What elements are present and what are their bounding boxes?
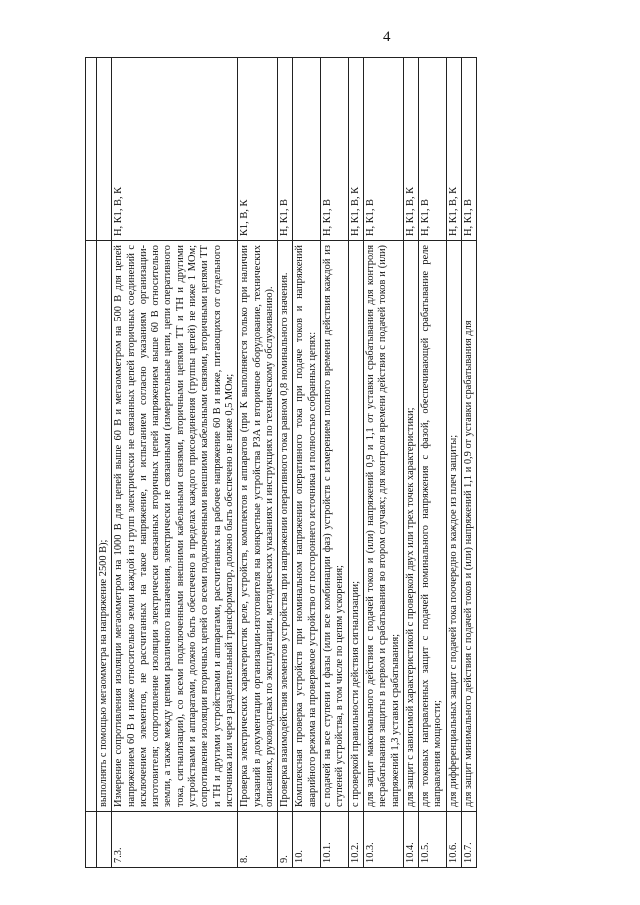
item-description: для защит максимального действия с подачей токов и (или) напряжений 0,9 и 1,1 от уставки срабатывания для контроля несрабатывания защиты в первом и срабатывания во втором случаях; для контроля времени действия с подачей токов и (или) напряжений 1,3 уставки срабатывания; [363, 241, 403, 812]
item-marks: Н, К1, В [462, 58, 477, 241]
item-number: 10.5. [419, 812, 447, 868]
item-number [97, 812, 112, 868]
item-description: Измерение сопротивления изоляции мегаомметром на 1000 В для цепей выше 60 В и мегаомметром на 500 В для цепей напряжением 60 В и ниже относительно земли каждой из групп электрически не связанных цепей вторичных соединений с исключением элементов, не рассчитанных на такое напряжение, и испытанием согласно указаниям организации-изготовителя; сопротивление изоляции электрически связанных вторичных цепей напряжением выше 60 В относительно земли, а также между цепями различного назначения, электрически не связанными (измерительные цепи, цепи оперативного тока, сигнализации), со всеми подключенными внешними кабельными связями, вторичными цепями ТТ и ТН и другими устройствами и аппаратами, должно быть обеспечено в пределах каждого присоединения (группы цепей) не ниже 1 МОм; сопротивление изоляции вторичных цепей со всеми подключенными внешними кабельными связями, вторичными цепями ТТ и ТН и другими устройствами и аппаратами, рассчитанных на рабочее напряжение 60 В и ниже, питающихся от отдельного источника или через разделительный трансформатор, должно быть обеспечено не ниже 0,5 МОм; [112, 241, 238, 812]
item-description: выполнять с помощью мегаомметра на напряжение 2500 В); [97, 241, 112, 812]
item-marks: Н, К1, В, К [446, 58, 461, 241]
table-row [419, 58, 447, 868]
item-description: для защит минимального действия с подачей токов и (или) напряжений 1,1 и 0,9 от уставки срабатывания для [462, 241, 477, 812]
item-marks: Н, К1, В [321, 58, 349, 241]
item-marks [86, 58, 97, 241]
item-number: 10.4. [403, 812, 418, 868]
item-number: 10.6. [446, 812, 461, 868]
item-marks: Н, К1, В, К [112, 58, 238, 241]
item-marks: Н, К1, В, К [348, 58, 363, 241]
item-description: для токовых направленных защит с подачей номинального напряжения с фазой, обеспечивающей срабатывание реле направления мощности; [419, 241, 447, 812]
item-description: с подачей на все ступени и фазы (или все комбинации фаз) устройств с измерением полного времени действия каждой из ступеней устройства, в том числе по цепям ускорения; [321, 241, 349, 812]
item-number: 10. [293, 812, 321, 868]
rotated-content [85, 58, 595, 868]
requirements-table [85, 57, 477, 868]
item-description: для дифференциальных защит с подачей тока поочередно в каждое из плеч защиты; [446, 241, 461, 812]
table-row [446, 58, 461, 868]
item-description [86, 241, 97, 812]
table-row [403, 58, 418, 868]
table-row [112, 58, 238, 868]
table-row [363, 58, 403, 868]
table-row [321, 58, 349, 868]
item-number: 10.7. [462, 812, 477, 868]
item-marks: Н, К1, В [419, 58, 447, 241]
item-number: 10.1. [321, 812, 349, 868]
table-row [293, 58, 321, 868]
table-row [462, 58, 477, 868]
item-description: Комплексная проверка устройств при номинальном напряжении оперативного тока при подаче токов и напряжений аварийного режима на проверяемое устройство от постороннего источника и полностью собранных цепях: [293, 241, 321, 812]
table-row [86, 58, 97, 868]
table-row [97, 58, 112, 868]
item-number: 10.2. [348, 812, 363, 868]
item-number: 8. [238, 812, 278, 868]
table-row [238, 58, 278, 868]
item-marks: Н, К1, В [278, 58, 293, 241]
item-number: 10.3. [363, 812, 403, 868]
item-description: с проверкой правильности действия сигнализации; [348, 241, 363, 812]
table-row [278, 58, 293, 868]
item-number: 7.3. [112, 812, 238, 868]
page-number: 4 [383, 29, 391, 45]
item-description: Проверка взаимодействия элементов устройства при напряжении оперативного тока равном 0,8 номинального значения. [278, 241, 293, 812]
item-marks: Н, К1, В, К [403, 58, 418, 241]
item-marks: Н, К1, В [363, 58, 403, 241]
item-number [86, 812, 97, 868]
item-number: 9. [278, 812, 293, 868]
item-marks [97, 58, 112, 241]
item-description: Проверка электрических характеристик реле, устройств, комплектов и аппаратов (при К выполняется только при наличии указаний в документации организации-изготовителя на конкретные устройства РЗА и вторичное оборудование, технических описаниях, руководствах по эксплуатации, методических указаниях и инструкциях по техническому обслуживанию). [238, 241, 278, 812]
item-marks [293, 58, 321, 241]
item-description: для защит с зависимой характеристикой с проверкой двух или трех точек характеристики; [403, 241, 418, 812]
table-row [348, 58, 363, 868]
item-marks: К1, В, К [238, 58, 278, 241]
